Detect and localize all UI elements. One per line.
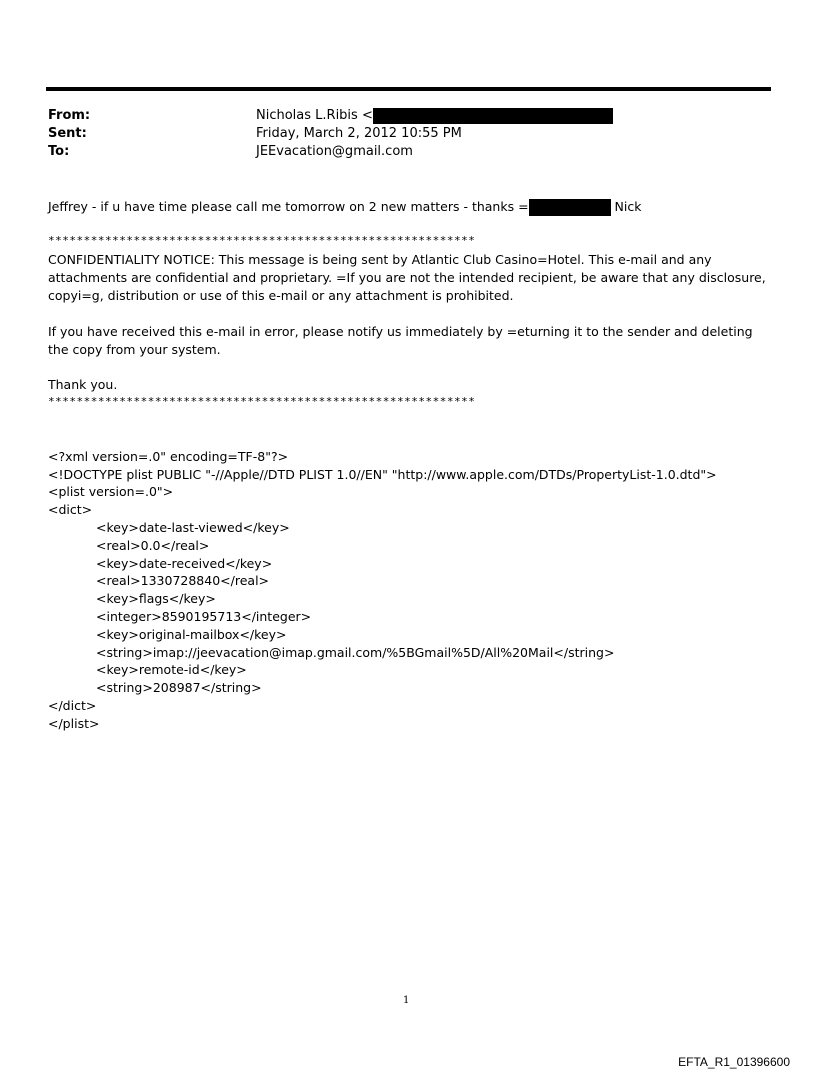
plist-line: <key>date-last-viewed</key> [96,519,290,535]
plist-line: <real>1330728840</real> [96,573,270,589]
plist-line: </dict> [48,697,97,713]
plist-line: <real>0.0</real> [96,537,210,553]
sent-label: Sent: [48,126,87,141]
plist-entry [48,572,717,590]
plist-line: </plist> [48,715,100,731]
plist-entry [48,661,717,679]
plist-line: <?xml version=.0" encoding=TF-8"?> [48,448,289,464]
page-number: 1 [403,995,410,1006]
confidentiality-paragraph: CONFIDENTIALITY NOTICE: This message is being sent by Atlantic Club Casino=Hotel. This e-mail and any attachments are confidential and proprietary. =If you are not the intended recipient, be aware that any disclosure, copyi=g, distribution or use of this e-mail or any attachment is prohibited. [48,252,766,303]
error-notice-paragraph: If you have received this e-mail in error, please notify us immediately by =eturning it to the sender and deleting the copy from your system. [48,324,753,357]
thank-you-text: Thank you. [48,377,118,392]
sent-value: Friday, March 2, 2012 10:55 PM [256,126,462,141]
plist-entry [48,644,717,662]
plist-entry [48,679,717,697]
plist-entry [48,626,717,644]
header-divider [46,87,771,91]
redaction-bar [373,108,613,124]
plist-line: <plist version=.0"> [48,484,174,500]
document-id: EFTA_R1_01396600 [678,1055,790,1069]
stars-separator-end: ************************************************************ [48,395,476,408]
plist-entry [48,590,717,608]
plist-line: <key>remote-id</key> [96,662,247,678]
from-label: From: [48,108,91,123]
plist-entry [48,555,717,573]
plist-entry [48,537,717,555]
plist-line: <string>208987</string> [96,680,262,696]
plist-line: <key>date-received</key> [96,555,273,571]
plist-block [48,430,717,750]
plist-line: <key>flags</key> [96,591,216,607]
plist-line: <string>imap://jeevacation@imap.gmail.com/%5BGmail%5D/All%20Mail</string> [96,644,615,660]
stars-separator: ************************************************************ [48,234,476,247]
plist-line: <integer>8590195713</integer> [96,608,312,624]
plist-line: <!DOCTYPE plist PUBLIC "-//Apple//DTD PLIST 1.0//EN" "http://www.apple.com/DTDs/PropertyList-1.0.dtd"> [48,466,717,482]
message-signoff: Nick [614,199,642,214]
redaction-bar [529,199,611,216]
plist-entry [48,519,717,537]
to-value: JEEvacation@gmail.com [256,144,413,159]
from-name: Nicholas L.Ribis < [256,108,373,123]
message-line [48,198,778,216]
message-text: Jeffrey - if u have time please call me tomorrow on 2 new matters - thanks = [48,199,529,214]
from-value [256,107,613,125]
to-label: To: [48,144,70,159]
plist-entry [48,608,717,626]
plist-line: <dict> [48,502,93,518]
plist-line: <key>original-mailbox</key> [96,626,287,642]
